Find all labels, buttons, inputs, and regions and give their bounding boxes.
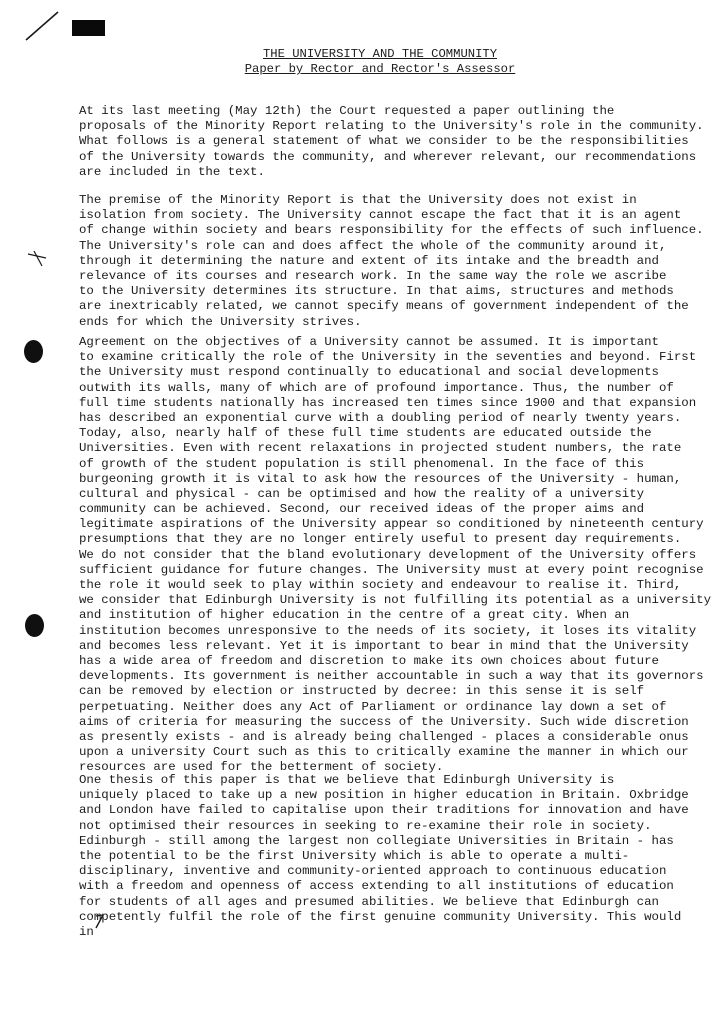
text-line: and becomes less relevant. Yet it is important to bear in mind that the University [79,638,689,653]
text-line: can be removed by election or instructed by decree: in this sense it is self [79,684,645,699]
punch-hole-icon [25,614,44,637]
text-line: isolation from society. The University cannot escape the fact that it is an agent [79,208,682,223]
paragraph-2 [79,193,704,330]
text-line: and London have failed to capitalise upon their traditions for innovation and have [79,803,689,818]
text-line: relevance of its courses and research work. In the same way the role we ascribe [79,268,667,283]
text-line: in [79,924,94,939]
text-line: we consider that Edinburgh University is not fulfilling its potential as a university [79,593,712,608]
slash-mark-icon [24,10,60,42]
text-line: upon a university Court such as this to critically examine the manner in which our [79,745,689,760]
text-line: What follows is a general statement of what we consider to be the responsibilities [79,134,689,149]
text-line: Today, also, nearly half of these full time students are educated outside the [79,426,652,441]
document-header [200,47,560,77]
text-line: uniquely placed to take up a new position in higher education in Britain. Oxbridge [79,788,689,803]
text-line: legitimate aspirations of the University appear so conditioned by nineteenth century [79,517,704,532]
text-line: aims of criteria for measuring the success of the University. Such wide discretion [79,714,689,729]
text-line: sufficient guidance for future changes. The University must at every point recognise [79,562,704,577]
text-line: to examine critically the role of the University in the seventies and beyond. First [79,350,697,365]
text-line: Edinburgh - still among the largest non collegiate Universities in Britain - has [79,833,674,848]
text-line: Agreement on the objectives of a University cannot be assumed. It is important [79,335,659,349]
redaction-block [72,20,105,36]
text-line: At its last meeting (May 12th) the Court requested a paper outlining the [79,104,615,118]
text-line: the potential to be the first University which is able to operate a multi- [79,848,630,863]
document-title: THE UNIVERSITY AND THE COMMUNITY [262,47,498,61]
text-line: outwith its walls, many of which are of profound importance. Thus, the number of [79,380,674,395]
text-line: full time students nationally has increased ten times since 1900 and that expansion [79,395,697,410]
text-line: presumptions that they are no longer entirely useful to present day requirements. [79,532,682,547]
text-line: proposals of the Minority Report relating to the University's role in the community. [79,119,704,134]
text-line: not optimised their resources in seeking to re-examine their role in society. [79,818,652,833]
text-line: of the University towards the community, and wherever relevant, our recommendations [79,149,697,164]
text-line: We do not consider that the bland evolutionary development of the University offers [79,547,697,562]
text-line: One thesis of this paper is that we believe that Edinburgh University is [79,773,615,787]
text-line: has a wide area of freedom and discretion to make its own choices about future [79,653,659,668]
text-line: the role it would seek to play within society and endeavour to realise it. Third, [79,578,682,592]
text-line: ends for which the University strives. [79,314,362,329]
text-line: for students of all ages and presumed abilities. We believe that Edinburgh can [79,894,659,909]
margin-cross-icon [26,250,48,268]
paragraph-4 [79,773,691,940]
text-line: are included in the text. [79,164,265,179]
text-line: are inextricably related, we cannot specify means of government independent of the [79,299,689,314]
text-line: with a freedom and openness of access extending to all institutions of education [79,879,674,894]
text-line: developments. Its government is neither accountable in such a way that its governors [79,669,704,684]
text-line: of change within society and bears responsibility for the effects of such influence. [79,223,704,238]
text-line: through it determining the nature and extent of its intake and the breadth and [79,253,659,268]
text-line: resources are used for the betterment of society. [79,760,444,775]
text-line: to the University determines its structure. In that aims, structures and methods [79,284,674,299]
punch-hole-icon [24,340,43,363]
text-line: The premise of the Minority Report is that the University does not exist in [79,193,637,207]
text-line: as presently exists - and is already being challenged - places a considerable onus [79,729,689,744]
text-line: cultural and physical - can be optimised and how the reality of a university [79,486,645,501]
text-line: institution becomes unresponsive to the needs of its society, it loses its vitality [79,623,697,638]
paragraph-3 [79,335,712,775]
document-subtitle: Paper by Rector and Rector's Assessor [244,62,516,76]
text-line: Universities. Even with recent relaxations in projected student numbers, the rate [79,441,682,456]
text-line: competently fulfil the role of the first genuine community University. This would [79,909,682,924]
text-line: of growth of the student population is still phenomenal. In the face of this [79,456,645,471]
text-line: community can be achieved. Second, our received ideas of the proper aims and [79,502,645,517]
text-line: has described an exponential curve with a doubling period of nearly twenty years. [79,410,682,425]
text-line: perpetuating. Neither does any Act of Parliament or ordinance lay down a set of [79,699,667,714]
text-line: The University's role can and does affect the whole of the community around it, [79,238,667,253]
text-line: disciplinary, inventive and community-oriented approach to continuous education [79,864,667,879]
text-line: the University must respond continually to educational and social developments [79,365,659,380]
paragraph-1 [79,104,704,180]
text-line: burgeoning growth it is vital to ask how the resources of the University - human, [79,471,682,486]
text-line: and institution of higher education in the centre of a great city. When an [79,608,630,623]
